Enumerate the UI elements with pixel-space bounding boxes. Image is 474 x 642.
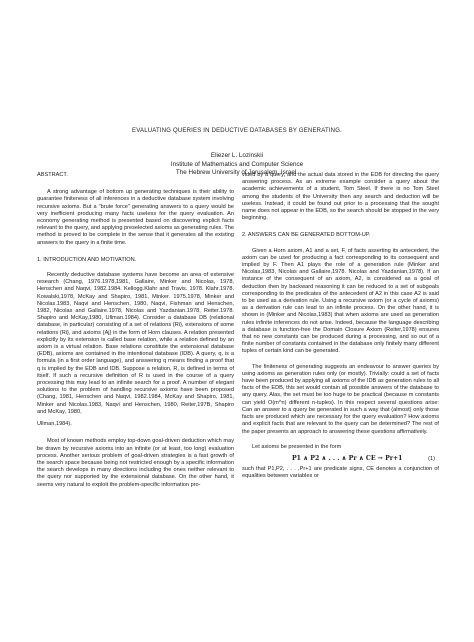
equation-1: [242, 455, 439, 463]
institution-name: Institute of Mathematics and Computer Science: [170, 160, 304, 168]
left-column: [37, 172, 234, 489]
after-formula-text: such that P1,P2, . . . ,Pr+1 are predicate signs, CE denotes a conjunction of equalities between variables or: [242, 466, 439, 480]
section-2-heading: 2. ANSWERS CAN BE GENERATED BOTTOM-UP.: [242, 232, 371, 239]
section-2-paragraph: Given a Horn axiom, A1 and a set, F, of facts asserting its antecedent, the axiom can be used for producing a fact corresponding to its consequent and implied by F. Then A1 plays the role of a generation rule (Minker and Nicolas,1983, Nicolas and Gallaire,1978. Nicolas and Yazdanian,1978). If an instance of the consequent of an axiom, A2, is considered as a goal of deduction then by backward reasoning it can be reduced to a set of subgoals corresponding to the predicates of the antecedent of A2 in this case A2 is said to be used as a derivation rule. Using a recursive axiom (or a cycle of axioms) as a derivation rule can lead to an infinite process. On the other hand, it is shown in (Minker and Nicolas,1983) that when axioms are used as generation rules infinite inferences do not arise. Indeed, because the language describing a database is function-free the Domain Closure Axiom (Reiter,1978) ensures that no new constants can be produced during a processing, and so out of a finite number of constants contained in the database only finitely many different tuples of certain kind can be generated.: [242, 247, 439, 355]
section-2-paragraph-2: The finiteness of generating suggests an endeavour to answer queries by using axioms as generation rules only (or mostly). Trivially: could a set of facts have been produced by applying all axioms of the IDB as generation rules to all facts of the EDB, this set would contain all possible answers of the database to any query. Alas, the set must be too huge to be practical (because m constants can yield O(m^n) different n-tuples). In this respect several questions arise: Can an answer to a query be generated in such a way that (almost) only those facts are produced which are necessary for the query evaluation? How axioms and explicit facts that are relevant to the query can be determined? The rest of the paper presents an approach to answering these questions affirmatively.: [242, 363, 439, 435]
university-name: The Hebrew University of Jerusalem, Israel.: [175, 169, 299, 177]
section-1-heading: 1. INTRODUCTION AND MOTIVATION.: [37, 256, 137, 263]
section-1-paragraph-2: Most of known methods employ top-down goal-driven deduction which may be drawn by recursive axioms into an infinite (or at least, too long) evaluation process. Another serious problem of goal-driven strategies is a fast growth of the search space because being not restricted enough by a specific information the search develops in many directions including the ones neither relevant to the query nor supported by the extensional database. On the other hand, it seems very natural to exploit the problem-specific information pro-: [37, 438, 234, 488]
continued-paragraph: vided by a query, and the actual data stored in the EDB for directing the query answering process. As an extreme example consider a query about the academic achievements of a student, Tom Steel. If there is no Tom Steel among the students of the University then any search and deduction will be useless. Instead, it could be found out prior to a processing that the sought name does not appear in the EDB, so the search should be stopped in the very beginning.: [242, 172, 439, 222]
paper-title: EVALUATING QUERIES IN DEDUCTIVE DATABASES BY GENERATING.: [132, 128, 342, 134]
axioms-intro: Let axioms be presented in the form: [252, 443, 342, 450]
equation-number: (1): [428, 455, 435, 462]
abstract-text: A strong advantage of bottom up generating techniques is their ability to guarantee finiteness of all inferences in a deductive database system involving recursive axioms. But a "brute force" generating answers to a query would be very inefficient producing many facts useless for the query evaluation. An economy generating method is presented based on discovering explicit facts relevant to the query, and applying preselected axioms as generating rules. The method is proved to be complete in the sense that it generates all the existing answers to the query in a finite time.: [37, 189, 234, 246]
section-1-paragraph-end: Ullman,1984).: [37, 421, 72, 428]
section-1-paragraph: Recently deductive database systems have become an area of extensive research (Chang, 1976.1978,1981, Gallaire, Minker and Nicolas, 1978, Henschen and Naqvi, 1982.1984. Kellogg.Klahr and Travis. 1978. Klahr.1978. Kowalski,1978, McKay and Shapiro, 1981, Minker. 1975.1978, Minker and Nicolas.1983, Naqvi and Henschen, 1980, Naqvi, Fishman and Henschen, 1982, Nicolas and Gallaire.1978, Nicolas and Yazdanian.1978, Reiter.1978. Shapiro and McKay,1980, Ullman.1984). Consider a database DB (relational database, in particular) consisting of a set of relations {Ri}, extensions of some relations {Ri}, and axioms {Aj} in the form of Horn clauses. A relation presented explicitly by its extension is called base relation, while a relation defined by an axiom is a virtual relation. Base relations constitute the extensional database (EDB), axioms are contained in the intentional database (IDB). A query, q, is a formula (in a first order language), and answering q means finding a proof that q is implied by the EDB and IDB. Suppose a relation, R, is defined in terms of itself. If such a recursive definition of R is used in the course of a query processing this may lead to an infinite search for a proof. A number of elegant solutions to the problem of handling recursive axioms have been proposed (Chang, 1981, Henschen and Naqvi, 1982.1984, McKay and Shapiro, 1981, Minker and Nicolas.1983, Naqvi and Henschen, 1980, Reiter,197B, Shapiro and McKay, 1980,: [37, 272, 234, 415]
axiom-formula: P1 ∧ P2 ∧ . . . ∧ Pr ∧ CE → Pr+1: [292, 454, 403, 462]
right-column: [242, 172, 439, 481]
abstract-heading: ABSTRACT.: [37, 172, 68, 178]
author-name: Eliezer L. Lozinskii: [210, 152, 264, 159]
